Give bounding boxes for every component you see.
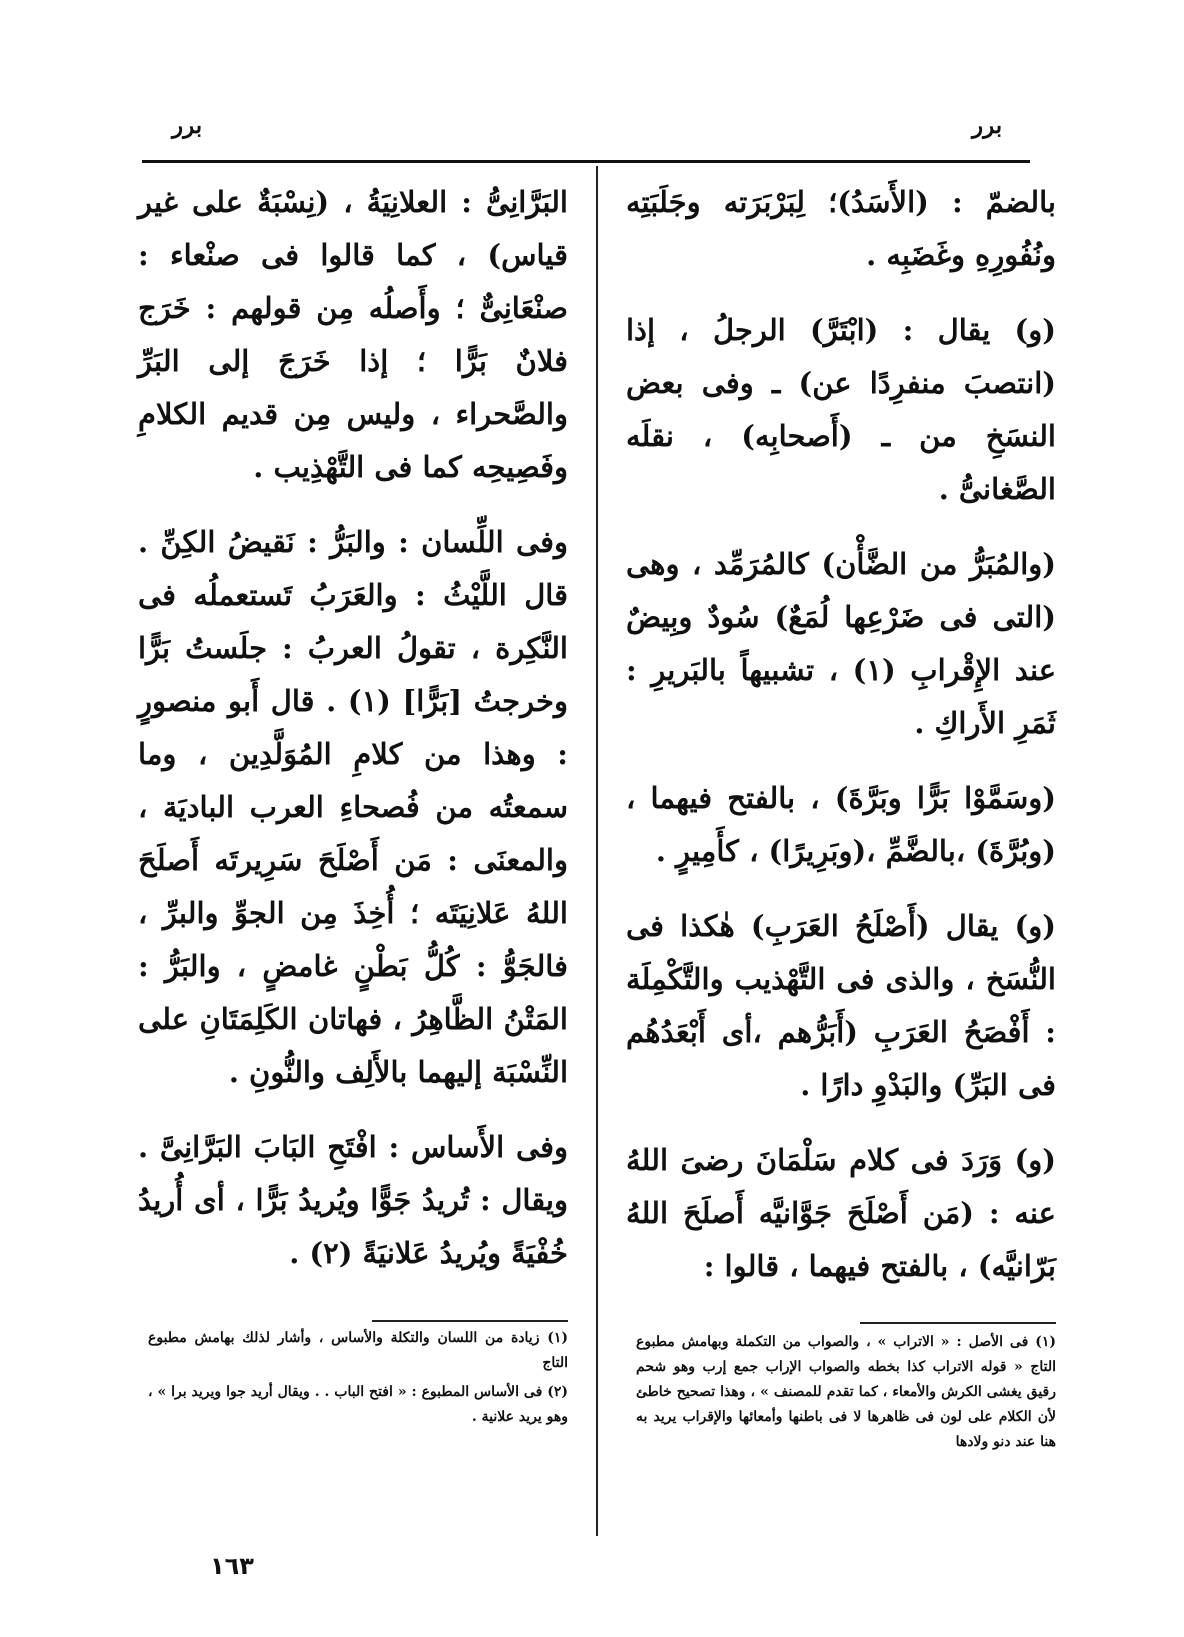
entry-paragraph: البَرَّانِىُّ : العلانِيَةُ ، (نِسْبَةٌ على غير قياس) ، كما قالوا فى صنْعاء : صنْعَانِىٌّ ؛ وأَصلُه مِن قولهم : خَرَج فلانٌ بَرًّا ؛ إذا خَرَجَ إلى البَرِّ والصَّحراء ، وليس مِن قديم الكلامِ وفَصِيحِه كما فى التَّهْذِيب . [138,185,568,484]
page-number: ١٦٣ [210,1552,254,1580]
header-rule [142,160,1030,163]
footnote: (٢) فى الأساس المطبوع : « افتح الباب . . ويقال أريد جوا ويريد برا » ، وهو يريد علانية . [148,1384,568,1425]
entry-paragraph: (وسَمَّوْا بَرًّا وبَرَّةَ) ، بالفتح فيهما ، (وبُرَّةَ) ،بالضَّمِّ ،(وبَرِيرًا) ، كأَمِيرٍ . [626,781,1056,868]
entry-paragraph: (و) يقال : (ابْتَرَّ) الرجلُ ، إذا (انتصبَ منفرِدًا عن) ـ وفى بعض النسَخِ من ـ (أَصحابِه) ، نقلَه الصَّغانىُّ . [626,313,1056,506]
footnote: (١) زيادة من اللسان والتكلة والأساس ، وأشار لذلك بهامش مطبوع التاج [148,1330,568,1371]
footnote: (١) فى الأصل : « الاتراب » ، والصواب من التكملة وبهامش مطبوع التاج « قوله الاتراب كذا بخطه والصواب الإراب جمع إرب وهو شحم رقيق يغشى الكرش والأمعاء ، كما تقدم للمصنف » ، وهذا تصحيح خاطئ لأن الكلام على لون فى ظاهرها لا فى باطنها وأمعائها والإقراب يريد به هنا عند دنو ولادها [636,1334,1056,1450]
footnotes-left [148,1326,568,1434]
footnote-rule-right [860,1322,1056,1324]
entry-paragraph: (والمُبَرُّ من الضَّأْن) كالمُرَمِّد ، وهى (التى فى ضَرْعِها لُمَعٌ) سُودٌ وبِيضٌ عند الإِقْرابِ (١) ، تشبيهاً بالبَريرِ : ثَمَرِ الأَراكِ . [626,547,1056,740]
entry-paragraph: بالضمّ : (الأَسَدُ)؛ لِبَرْبَرَته وجَلَبَتِه ونُفُورِهِ وغَضَبِه . [626,185,1056,272]
footnotes-right [636,1330,1056,1459]
column-divider [596,166,598,1536]
entry-paragraph: وفى الأَساس : افْتَحِ البَابَ البَرَّانِىَّ . ويقال : تُريدُ جَوًّا ويُريدُ بَرًّا ، أى أُريدُ خُفْيَةً ويُريدُ عَلانيَةً (٢) . [138,1130,568,1270]
entry-paragraph: وفى اللِّسان : والبَرُّ : نَقيضُ الكِنِّ . قال اللَّيْثُ : والعَرَبُ تَستعملُه فى النَّكِرة ، تقولُ العربُ : جلَستُ بَرًّا وخرجتُ [بَرًّا] (١) . قال أَبو منصورٍ : وهذا من كلامِ المُوَلَّدِين ، وما سمعتُه من فُصحاءِ العرب الباديَة ، والمعنَى : مَن أَصْلَحَ سَرِيرتَه أَصلَحَ اللهُ عَلانِيَتَه ؛ أُخِذَ مِن الجوِّ والبرِّ ، فالجَوُّ : كُلُّ بَطْنٍ غامضٍ ، والبَرُّ : المَتْنُ الظَّاهِرُ ، فهاتان الكَلِمَتَانِ على النِّسْبَة إليهما بالأَلِف والنُّونِ . [138,525,568,1089]
running-header-right: برر [972,112,1003,139]
left-column [138,176,568,1302]
right-column [626,176,1056,1315]
entry-paragraph: (و) يقال (أَصْلَحُ العَرَبِ) هٰكذا فى النُّسَخ ، والذى فى التَّهْذيب والتَّكْمِلَة : أَفْصَحُ العَرَبِ (أَبَرُّهم ،أى أَبْعَدُهُم فى البَرِّ) والبَدْوِ دارًا . [626,909,1056,1102]
entry-paragraph: (و) وَرَدَ فى كلام سَلْمَانَ رضىَ اللهُ عنه : (مَن أَصْلَحَ جَوَّانيَّه أَصلَحَ اللهُ بَرّانيَّه) ، بالفتح فيهما ، قالوا : [626,1143,1056,1283]
footnote-rule-left [372,1320,568,1322]
running-header-left: برر [172,112,203,139]
